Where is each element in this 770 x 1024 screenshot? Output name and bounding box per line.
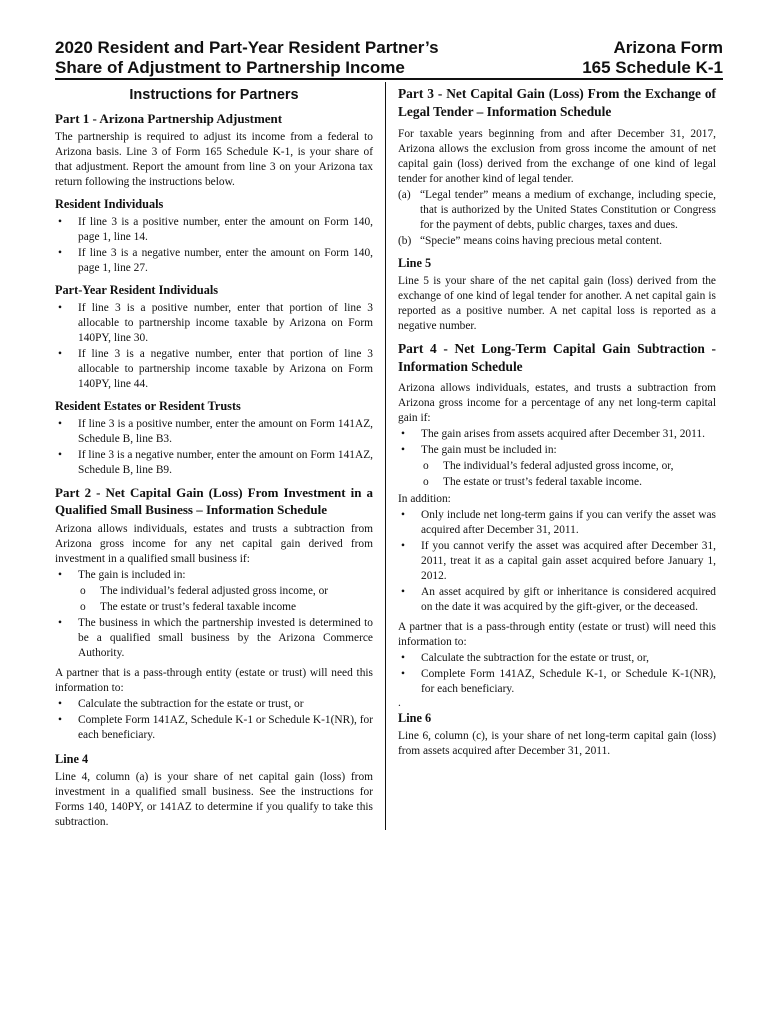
bullet-icon: • bbox=[58, 617, 62, 629]
line6-text: Line 6, column (c), is your share of net long-term capital gain (loss) from assets acquired after December 31, 2011. bbox=[398, 730, 716, 757]
sub-bullet-icon: o bbox=[80, 601, 86, 613]
list-item: o The estate or trust’s federal taxable income. bbox=[423, 476, 642, 488]
list-item: • If line 3 is a negative number, enter the amount on Form 141AZ, Schedule B, line B9. bbox=[58, 449, 373, 476]
part4-heading: Part 4 - Net Long-Term Capital Gain Subtraction - Information Schedule bbox=[398, 341, 716, 374]
part1-heading: Part 1 - Arizona Partnership Adjustment bbox=[55, 111, 283, 126]
bullet-icon: • bbox=[401, 668, 405, 680]
passthrough-text: A partner that is a pass-through entity (estate or trust) will need this information to: bbox=[55, 667, 373, 694]
form-number bbox=[523, 38, 723, 78]
list-item: • Complete Form 141AZ, Schedule K-1, or Schedule K-1(NR), for each beneficiary. bbox=[401, 668, 716, 695]
left-column bbox=[55, 88, 373, 833]
part1-text: The partnership is required to adjust its income from a federal to Arizona basis. Line 3 of Form 165 Schedule K-1, is your share of that adjustment. Report the amount from line 3 on your Arizona tax return following the instructions below. bbox=[55, 131, 373, 188]
passthrough-list bbox=[398, 651, 716, 697]
bullet-icon: • bbox=[58, 348, 62, 360]
list-item: o The individual’s federal adjusted gross income, or bbox=[80, 585, 329, 597]
part4-text: Arizona allows individuals, estates, and trusts a subtraction from Arizona gross income for a percentage of any net long-term capital gain if: bbox=[398, 382, 716, 424]
sub-bullet-icon: o bbox=[423, 476, 429, 488]
line4-heading: Line 4 bbox=[55, 752, 89, 766]
bullet-icon: • bbox=[401, 428, 405, 440]
definition-label: (b) bbox=[398, 235, 412, 247]
in-addition-text: In addition: bbox=[398, 493, 451, 505]
sub-bullet-icon: o bbox=[80, 585, 86, 597]
bullet-icon: • bbox=[401, 540, 405, 552]
part4-list bbox=[398, 427, 716, 490]
bullet-icon: • bbox=[58, 698, 62, 710]
list-item: • The business in which the partnership invested is determined to be a qualified small business by the Arizona Commerce Authority. bbox=[58, 617, 373, 659]
resident-individuals-heading: Resident Individuals bbox=[55, 197, 164, 211]
resident-individuals-list bbox=[55, 215, 373, 276]
stray-dot: . bbox=[398, 697, 401, 709]
column-divider bbox=[385, 82, 386, 830]
part3-heading: Part 3 - Net Capital Gain (Loss) From the Exchange of Legal Tender – Information Schedule bbox=[398, 86, 716, 119]
part-year-heading: Part-Year Resident Individuals bbox=[55, 283, 219, 297]
line6-heading: Line 6 bbox=[398, 711, 432, 725]
instructions-title: Instructions for Partners bbox=[129, 87, 299, 103]
right-column bbox=[398, 85, 716, 762]
list-item: o The estate or trust’s federal taxable income bbox=[80, 601, 297, 613]
list-item: o The individual’s federal adjusted gross income, or, bbox=[423, 460, 674, 472]
bullet-icon: • bbox=[401, 444, 405, 456]
bullet-icon: • bbox=[58, 418, 62, 430]
part2-heading: Part 2 - Net Capital Gain (Loss) From Investment in a Qualified Small Business – Information Schedule bbox=[55, 485, 373, 517]
bullet-icon: • bbox=[401, 509, 405, 521]
line4-text: Line 4, column (a) is your share of net capital gain (loss) from investment in a qualified small business. See the instructions for Forms 140, 140PY, or 141AZ to determine if you qualify to take this subtraction. bbox=[55, 771, 373, 828]
bullet-icon: • bbox=[58, 216, 62, 228]
part3-definitions bbox=[398, 188, 716, 249]
part2-text: Arizona allows individuals, estates and trusts a subtraction from Arizona gross income for any net capital gain derived from investment in a qualified small business if: bbox=[55, 523, 373, 565]
list-item: • Complete Form 141AZ, Schedule K-1 or Schedule K-1(NR), for each beneficiary. bbox=[58, 714, 373, 741]
definition-label: (a) bbox=[398, 189, 411, 201]
bullet-icon: • bbox=[58, 449, 62, 461]
form-title-line2: Share of Adjustment to Partnership Income bbox=[55, 58, 405, 77]
bullet-icon: • bbox=[401, 652, 405, 664]
line5-text: Line 5 is your share of the net capital gain (loss) derived from the exchange of one kind of legal tender for another. A net capital gain is reported as a positive number. A net capital loss is reported as a negative number. bbox=[398, 275, 716, 332]
form-number-line2: 165 Schedule K-1 bbox=[582, 58, 723, 77]
part3-text: For taxable years beginning from and after December 31, 2017, Arizona allows the exclusion from gross income the amount of net capital gain (loss) derived from the exchange of one kind of legal tender for another kind of legal tender. bbox=[398, 128, 716, 185]
list-item: • The gain is included in: bbox=[58, 569, 186, 581]
part2-list bbox=[55, 568, 373, 661]
form-number-line1: Arizona Form bbox=[613, 38, 723, 57]
estates-heading: Resident Estates or Resident Trusts bbox=[55, 399, 241, 413]
passthrough-list bbox=[55, 697, 373, 743]
passthrough-text: A partner that is a pass-through entity (estate or trust) will need this information to: bbox=[398, 621, 716, 648]
list-item: • If line 3 is a positive number, enter that portion of line 3 allocable to partnership income taxable by Arizona on Form 140PY, line 30. bbox=[58, 302, 373, 344]
list-item: • The gain arises from assets acquired after December 31, 2011. bbox=[401, 428, 705, 440]
sub-bullet-icon: o bbox=[423, 460, 429, 472]
list-item: (a) “Legal tender” means a medium of exchange, including specie, that is authorized by the United States Constitution or Congress for the payment of debts, public charges, taxes and dues. bbox=[398, 189, 716, 231]
bullet-icon: • bbox=[58, 714, 62, 726]
line5-heading: Line 5 bbox=[398, 256, 432, 270]
list-item: • An asset acquired by gift or inheritance is considered acquired on the date it was acquired by the gift-giver, or the deceased. bbox=[401, 586, 716, 613]
addition-list bbox=[398, 508, 716, 615]
bullet-icon: • bbox=[401, 586, 405, 598]
form-title bbox=[55, 38, 495, 78]
list-item: • Calculate the subtraction for the estate or trust, or bbox=[58, 698, 304, 710]
list-item: • Only include net long-term gains if you can verify the asset was acquired after December 31, 2011. bbox=[401, 509, 716, 536]
bullet-icon: • bbox=[58, 569, 62, 581]
bullet-icon: • bbox=[58, 302, 62, 314]
part-year-list bbox=[55, 301, 373, 392]
list-item: • The gain must be included in: bbox=[401, 444, 557, 456]
list-item: • If line 3 is a negative number, enter the amount on Form 140, page 1, line 27. bbox=[58, 247, 373, 274]
list-item: • If line 3 is a positive number, enter the amount on Form 140, page 1, line 14. bbox=[58, 216, 373, 243]
header-rule bbox=[55, 78, 723, 80]
list-item: • If line 3 is a positive number, enter the amount on Form 141AZ, Schedule B, line B3. bbox=[58, 418, 373, 445]
list-item: • If you cannot verify the asset was acquired after December 31, 2011, treat it as a capital gain asset acquired before January 1, 2012. bbox=[401, 540, 716, 582]
form-title-line1: 2020 Resident and Part-Year Resident Partner’s bbox=[55, 38, 439, 57]
list-item: (b) “Specie” means coins having precious metal content. bbox=[398, 235, 662, 247]
list-item: • Calculate the subtraction for the estate or trust, or, bbox=[401, 652, 649, 664]
estates-list bbox=[55, 417, 373, 478]
list-item: • If line 3 is a negative number, enter that portion of line 3 allocable to partnership income taxable by Arizona on Form 140PY, line 44. bbox=[58, 348, 373, 390]
bullet-icon: • bbox=[58, 247, 62, 259]
